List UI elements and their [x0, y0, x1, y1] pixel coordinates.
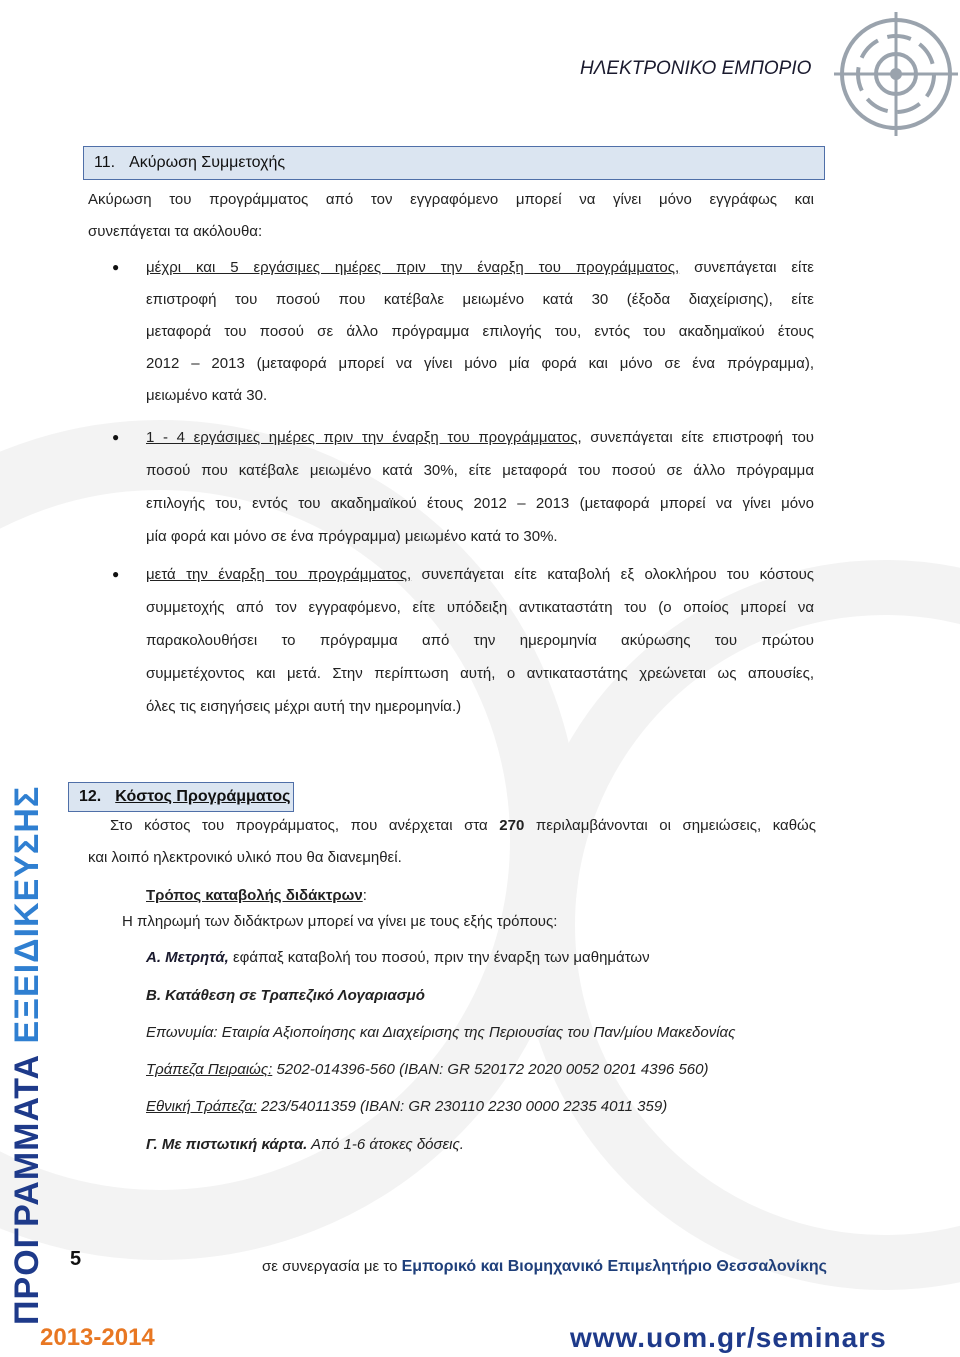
bank-details: 223/54011359 (IBAN: GR 230110 2230 0000 2235 4011 359) [256, 1098, 668, 1115]
brand-part: ΠΡΟΓΡΑΜΜΑΤΑ [8, 1043, 46, 1325]
text-line: και λοιπό ηλεκτρονικό υλικό που θα διανεμηθεί. [88, 849, 402, 866]
section-title: Ακύρωση Συμμετοχής [129, 154, 286, 171]
payment-heading-text: Τρόπος καταβολής διδάκτρων [146, 887, 363, 904]
section-11-intro [88, 184, 814, 248]
list-item [146, 421, 814, 553]
brand-part: ΕΞΕΙΔΙΚΕΥΣΗΣ [8, 785, 46, 1044]
bullet-icon: ● [112, 260, 120, 274]
header-title: ΗΛΕΚΤΡΟΝΙΚΟ ΕΜΠΟΡΙΟ [580, 58, 812, 79]
bullet-icon: ● [112, 567, 120, 581]
list-item [146, 252, 814, 412]
page-number: 5 [70, 1248, 82, 1270]
partner-line [262, 1258, 827, 1276]
target-logo-icon [832, 10, 960, 138]
underlined-text: 1 - 4 εργάσιμες ημέρες πριν την έναρξη του προγράμματος [146, 429, 578, 446]
section-number: 12. [79, 788, 102, 805]
text-line: συμμετοχής από τον εγγραφόμενο, είτε υπόδειξη αντικαταστάτη του (ο οποίος μπορεί να [146, 599, 814, 616]
text: Στο κόστος του προγράμματος, που ανέρχεται στα [110, 817, 500, 834]
payment-option-a [146, 942, 650, 974]
text-line: όλες τις εισηγήσεις μέχρι αυτή την ημερομηνία.) [146, 698, 462, 715]
text: : [362, 887, 367, 904]
text-line: μεταφορά του ποσού σε άλλο πρόγραμμα επιλογής του, εντός του ακαδημαϊκού έτους [146, 323, 814, 340]
text-line: 2012 – 2013 (μεταφορά μπορεί να γίνει μόνο μία φορά και μόνο σε ένα πρόγραμμα), [146, 355, 814, 372]
section-11-header [83, 146, 825, 180]
list-item [146, 558, 814, 723]
text-line: παρακολουθήσει το πρόγραμμα από την ημερομηνία ακύρωσης του πρώτου [146, 632, 814, 649]
option-label: Γ. Με πιστωτική κάρτα. [146, 1136, 308, 1153]
text-line: μειωμένο κατά 30. [146, 387, 268, 404]
site-url: www.uom.gr/seminars [570, 1322, 887, 1353]
text: σε συνεργασία με το [262, 1258, 402, 1275]
cost-amount: 270 [499, 817, 525, 834]
text: συνεπάγεται είτε [679, 259, 814, 276]
intro-line: συνεπάγεται τα ακόλουθα: [88, 223, 263, 240]
text-line: συμμετέχοντος και μετά. Στην περίπτωση αυτή, ο αντικαταστάτης χρεώνεται ως απουσίες, [146, 665, 814, 682]
section-title: Κόστος Προγράμματος [115, 788, 291, 805]
text: περιλαμβάνονται οι σημειώσεις, καθώς [524, 817, 816, 834]
text: συνεπάγεται είτε καταβολή εξ ολοκλήρου του κόστους [411, 566, 814, 583]
payment-option-c [146, 1129, 464, 1161]
option-label: Α. Μετρητά, [146, 949, 229, 966]
cost-paragraph [88, 810, 816, 874]
bank-piraeus [146, 1054, 708, 1086]
bank-national [146, 1091, 667, 1123]
text-line: επιστροφή του ποσού που κατέβαλε μειωμένο κατά 30 (έξοδα διαχείρισης), είτε [146, 291, 814, 308]
section-number: 11. [94, 154, 116, 171]
bullet-icon: ● [112, 430, 120, 444]
underlined-text: μέχρι και 5 εργάσιμες ημέρες πριν την έναρξη του προγράμματος, [146, 259, 680, 276]
year-label: 2013-2014 [40, 1324, 155, 1351]
account-name: Επωνυμία: Εταιρία Αξιοποίησης και Διαχείρισης της Περιουσίας του Παν/μίου Μακεδονίας [146, 1024, 736, 1041]
text-line: μία φορά και μόνο σε ένα πρόγραμμα) μειωμένο κατά το 30%. [146, 528, 558, 545]
bank-name: Τράπεζα Πειραιώς: [146, 1061, 273, 1078]
text: , συνεπάγεται είτε επιστροφή του [577, 429, 814, 446]
payment-intro: Η πληρωμή των διδάκτρων μπορεί να γίνει με τους εξής τρόπους: [122, 913, 558, 930]
text-line: επιλογής του, εντός του ακαδημαϊκού έτους 2012 – 2013 (μεταφορά μπορεί να γίνει μόνο [146, 495, 814, 512]
text-line: ποσού που κατέβαλε μειωμένο κατά 30%, είτε μεταφορά του ποσού σε άλλο πρόγραμμα [146, 462, 814, 479]
intro-line: Ακύρωση του προγράμματος από τον εγγραφόμενο μπορεί να γίνει μόνο εγγράφως και [88, 191, 814, 208]
section-12-header [68, 782, 294, 812]
bank-name: Εθνική Τράπεζα: [146, 1098, 257, 1115]
side-brand [8, 786, 47, 1325]
text: εφάπαξ καταβολή του ποσού, πριν την έναρξη των μαθημάτων [228, 949, 650, 966]
bank-details: 5202-014396-560 (IBAN: GR 520172 2020 0052 0201 4396 560) [272, 1061, 709, 1078]
payment-option-b: Β. Κατάθεση σε Τραπεζικό Λογαριασμό [146, 987, 425, 1004]
text: Από 1-6 άτοκες δόσεις. [307, 1136, 464, 1153]
underlined-text: μετά την έναρξη του προγράμματος, [146, 566, 412, 583]
partner-org: Εμπορικό και Βιομηχανικό Επιμελητήριο Θεσσαλονίκης [401, 1258, 827, 1275]
